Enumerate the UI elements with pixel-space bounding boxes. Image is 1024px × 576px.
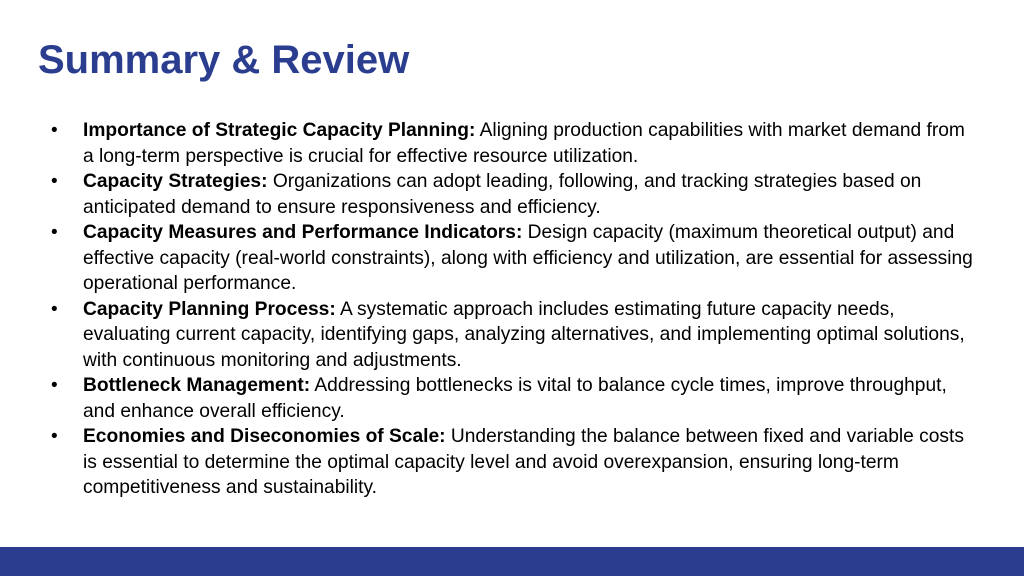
bullet-term: Bottleneck Management: [83, 375, 311, 396]
bullet-term: Capacity Strategies: [83, 171, 268, 192]
bullet-term: Capacity Measures and Performance Indicators: [83, 222, 523, 243]
summary-bullet-list [48, 118, 980, 501]
bullet-item-capacity-strategies [48, 169, 980, 220]
bullet-text: Addressing bottlenecks is vital to balance cycle times, improve throughput, and enhance overall efficiency. [83, 375, 947, 422]
bullet-term: Importance of Strategic Capacity Planning: [83, 120, 476, 141]
bullet-item-capacity-measures [48, 220, 980, 297]
bullet-dot-icon: • [51, 298, 58, 320]
footer-bar [0, 547, 1024, 576]
bullet-text: Understanding the balance between fixed and variable costs is essential to determine the optimal capacity level and avoid overexpansion, ensuring long-term competitiveness and sustainability. [83, 426, 964, 498]
bullet-item-strategic-capacity-planning [48, 118, 980, 169]
bullet-dot-icon: • [51, 222, 58, 243]
bullet-term: Capacity Planning Process: [83, 298, 336, 320]
bullet-dot-icon: • [51, 120, 58, 141]
bullet-item-bottleneck-management [48, 373, 980, 424]
bullet-item-economies-of-scale [48, 424, 980, 501]
bullet-term: Economies and Diseconomies of Scale: [83, 426, 446, 447]
bullet-dot-icon: • [51, 171, 58, 192]
slide-title: Summary & Review [38, 38, 410, 82]
bullet-text: Aligning production capabilities with market demand from a long-term perspective is crucial for effective resource utilization. [83, 120, 965, 167]
bullet-dot-icon: • [51, 426, 58, 447]
bullet-text: Design capacity (maximum theoretical output) and effective capacity (real-world constraints), along with efficiency and utilization, are essential for assessing operational performance. [83, 222, 973, 294]
bullet-dot-icon: • [51, 375, 58, 396]
bullet-text: Organizations can adopt leading, following, and tracking strategies based on anticipated demand to ensure responsiveness and efficiency. [83, 171, 922, 218]
bullet-item-capacity-planning-process [48, 297, 980, 374]
bullet-text: A systematic approach includes estimating future capacity needs, evaluating current capacity, identifying gaps, analyzing alternatives, and implementing optimal solutions, with continuous monitoring and adjustments. [83, 298, 965, 371]
